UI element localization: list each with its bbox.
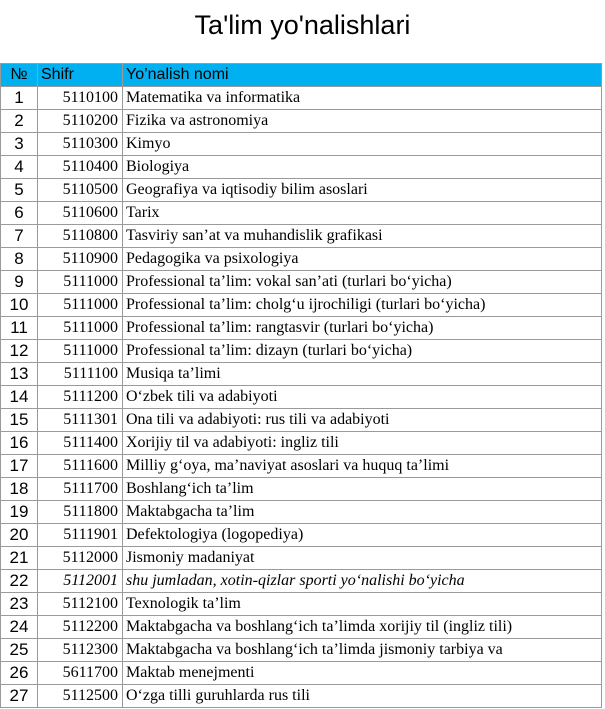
row-name: Xorijiy til va adabiyoti: ingliz tili <box>123 432 602 455</box>
row-number: 20 <box>1 524 38 547</box>
row-name: O‘zga tilli guruhlarda rus tili <box>123 685 602 708</box>
row-name: Professional ta’lim: rangtasvir (turlari bo‘yicha) <box>123 317 602 340</box>
row-name: shu jumladan, xotin-qizlar sporti yo‘nalishi bo‘yicha <box>123 570 602 593</box>
table-row <box>1 248 602 271</box>
row-number: 6 <box>1 202 38 225</box>
row-name: Tarix <box>123 202 602 225</box>
table-row <box>1 570 602 593</box>
table-header-row <box>1 64 602 87</box>
table-row <box>1 524 602 547</box>
table-row <box>1 593 602 616</box>
table-row <box>1 156 602 179</box>
row-name: Milliy g‘oya, ma’naviyat asoslari va huquq ta’limi <box>123 455 602 478</box>
header-number: № <box>1 64 38 87</box>
row-name: Professional ta’lim: vokal san’ati (turlari bo‘yicha) <box>123 271 602 294</box>
row-number: 23 <box>1 593 38 616</box>
row-number: 9 <box>1 271 38 294</box>
row-code: 5111800 <box>38 501 123 524</box>
row-code: 5112100 <box>38 593 123 616</box>
header-code: Shifr <box>38 64 123 87</box>
row-number: 5 <box>1 179 38 202</box>
table-row <box>1 432 602 455</box>
row-name: Maktabgacha va boshlang‘ich ta’limda jismoniy tarbiya va <box>123 639 602 662</box>
row-code: 5111700 <box>38 478 123 501</box>
table-row <box>1 455 602 478</box>
row-name: Professional ta’lim: cholg‘u ijrochiligi (turlari bo‘yicha) <box>123 294 602 317</box>
row-name: Boshlang‘ich ta’lim <box>123 478 602 501</box>
row-name: Geografiya va iqtisodiy bilim asoslari <box>123 179 602 202</box>
row-name: Biologiya <box>123 156 602 179</box>
row-code: 5110300 <box>38 133 123 156</box>
row-code: 5111100 <box>38 363 123 386</box>
row-number: 7 <box>1 225 38 248</box>
row-code: 5112000 <box>38 547 123 570</box>
row-code: 5110600 <box>38 202 123 225</box>
row-code: 5112001 <box>38 570 123 593</box>
table-row <box>1 294 602 317</box>
row-name: Maktabgacha ta’lim <box>123 501 602 524</box>
table-row <box>1 202 602 225</box>
row-name: Defektologiya (logopediya) <box>123 524 602 547</box>
row-code: 5110200 <box>38 110 123 133</box>
row-number: 1 <box>1 87 38 110</box>
table-row <box>1 501 602 524</box>
row-code: 5110100 <box>38 87 123 110</box>
row-number: 21 <box>1 547 38 570</box>
table-row <box>1 386 602 409</box>
row-name: Musiqa ta’limi <box>123 363 602 386</box>
row-code: 5112300 <box>38 639 123 662</box>
row-name: Matematika va informatika <box>123 87 602 110</box>
row-name: Fizika va astronomiya <box>123 110 602 133</box>
table-row <box>1 685 602 708</box>
row-number: 4 <box>1 156 38 179</box>
row-name: Maktabgacha va boshlang‘ich ta’limda xorijiy til (ingliz tili) <box>123 616 602 639</box>
row-name: Maktab menejmenti <box>123 662 602 685</box>
row-code: 5111000 <box>38 271 123 294</box>
table-row <box>1 547 602 570</box>
row-number: 22 <box>1 570 38 593</box>
row-name: Ona tili va adabiyoti: rus tili va adabiyoti <box>123 409 602 432</box>
row-name: Jismoniy madaniyat <box>123 547 602 570</box>
table-row <box>1 363 602 386</box>
table-row <box>1 639 602 662</box>
table-row <box>1 271 602 294</box>
page-title: Ta'lim yo'nalishlari <box>194 10 411 40</box>
row-number: 24 <box>1 616 38 639</box>
row-number: 16 <box>1 432 38 455</box>
row-number: 19 <box>1 501 38 524</box>
row-name: Tasviriy san’at va muhandislik grafikasi <box>123 225 602 248</box>
table-row <box>1 133 602 156</box>
table-row <box>1 478 602 501</box>
row-number: 27 <box>1 685 38 708</box>
row-number: 10 <box>1 294 38 317</box>
row-code: 5111200 <box>38 386 123 409</box>
row-number: 14 <box>1 386 38 409</box>
row-number: 25 <box>1 639 38 662</box>
table-row <box>1 616 602 639</box>
row-name: Texnologik ta’lim <box>123 593 602 616</box>
row-code: 5110400 <box>38 156 123 179</box>
row-name: Professional ta’lim: dizayn (turlari bo‘yicha) <box>123 340 602 363</box>
table-row <box>1 225 602 248</box>
row-number: 8 <box>1 248 38 271</box>
row-number: 3 <box>1 133 38 156</box>
row-code: 5111600 <box>38 455 123 478</box>
table-row <box>1 317 602 340</box>
row-name: Kimyo <box>123 133 602 156</box>
row-number: 12 <box>1 340 38 363</box>
table-row <box>1 340 602 363</box>
row-code: 5111000 <box>38 294 123 317</box>
table-row <box>1 87 602 110</box>
row-code: 5111901 <box>38 524 123 547</box>
row-code: 5111301 <box>38 409 123 432</box>
row-code: 5110900 <box>38 248 123 271</box>
row-number: 18 <box>1 478 38 501</box>
row-code: 5110800 <box>38 225 123 248</box>
row-number: 17 <box>1 455 38 478</box>
row-number: 13 <box>1 363 38 386</box>
row-code: 5111400 <box>38 432 123 455</box>
directions-table <box>0 63 602 708</box>
row-code: 5112200 <box>38 616 123 639</box>
row-code: 5111000 <box>38 340 123 363</box>
table-row <box>1 662 602 685</box>
row-number: 11 <box>1 317 38 340</box>
table-row <box>1 409 602 432</box>
table-row <box>1 179 602 202</box>
row-name: Pedagogika va psixologiya <box>123 248 602 271</box>
row-number: 15 <box>1 409 38 432</box>
row-code: 5111000 <box>38 317 123 340</box>
row-code: 5112500 <box>38 685 123 708</box>
table-row <box>1 110 602 133</box>
header-name: Yo’nalish nomi <box>123 64 602 87</box>
row-code: 5110500 <box>38 179 123 202</box>
row-code: 5611700 <box>38 662 123 685</box>
row-number: 2 <box>1 110 38 133</box>
row-name: O‘zbek tili va adabiyoti <box>123 386 602 409</box>
row-number: 26 <box>1 662 38 685</box>
